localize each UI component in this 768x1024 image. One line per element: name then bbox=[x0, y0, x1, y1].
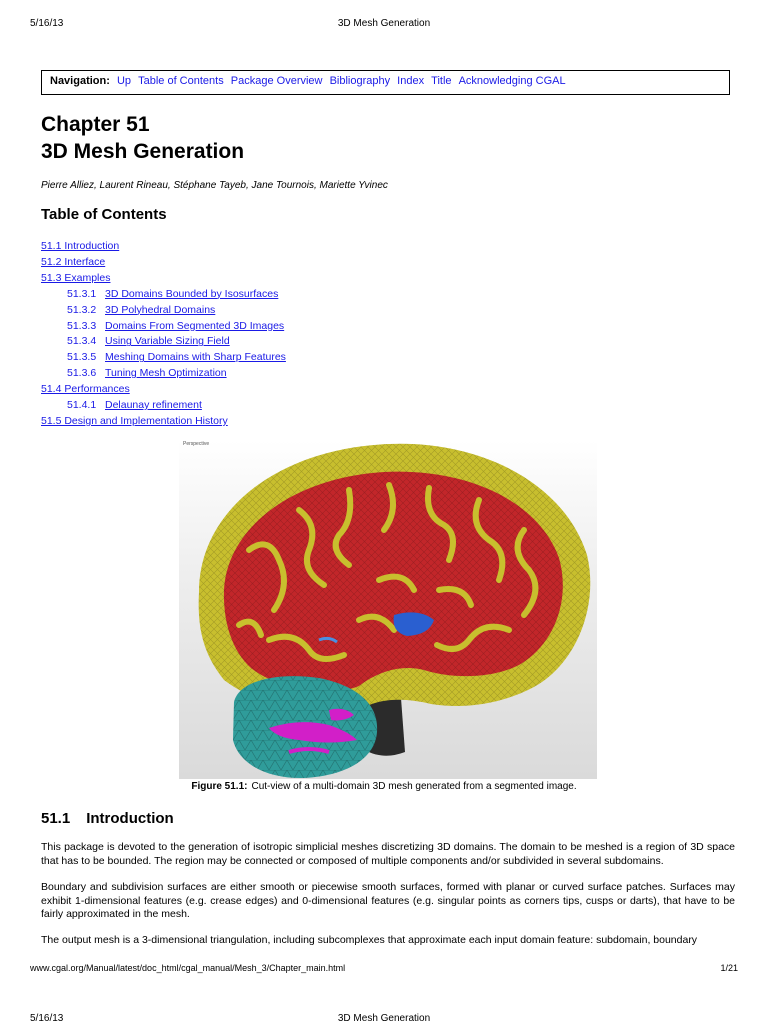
figure-caption-label: Figure 51.1: bbox=[191, 781, 248, 792]
toc-item[interactable]: 51.4 Performances bbox=[41, 383, 130, 396]
toc-subitem-label: Tuning Mesh Optimization bbox=[105, 367, 227, 380]
toc-subitem-number: 51.3.3 bbox=[67, 319, 97, 332]
toc-subitem-label: Domains From Segmented 3D Images bbox=[105, 319, 285, 332]
toc-subitem-number: 51.3.2 bbox=[67, 303, 97, 316]
brain-mesh-image bbox=[179, 440, 597, 779]
section-title: Introduction bbox=[86, 810, 174, 827]
nav-link-bibliography[interactable]: Bibliography bbox=[329, 75, 391, 87]
nav-link-index[interactable]: Index bbox=[397, 75, 425, 87]
navigation-label: Navigation: bbox=[50, 75, 110, 87]
chapter-name: 3D Mesh Generation bbox=[41, 140, 245, 163]
print-title: 3D Mesh Generation bbox=[337, 1013, 431, 1024]
brain-mesh-figure bbox=[179, 440, 597, 779]
toc-subitem-label: Meshing Domains with Sharp Features bbox=[105, 351, 286, 364]
toc-subitem[interactable] bbox=[41, 350, 286, 366]
nav-link-package-overview[interactable]: Package Overview bbox=[230, 75, 323, 87]
toc-subitem[interactable] bbox=[41, 319, 286, 335]
toc-subitem[interactable] bbox=[41, 366, 286, 382]
table-of-contents bbox=[41, 239, 286, 430]
toc-item[interactable]: 51.2 Interface bbox=[41, 255, 106, 268]
toc-subitem-number: 51.3.4 bbox=[67, 335, 97, 348]
footer-url: www.cgal.org/Manual/latest/doc_html/cgal_manual/Mesh_3/Chapter_main.html bbox=[30, 963, 346, 973]
toc-subitem[interactable] bbox=[41, 287, 286, 303]
toc-subitem-number: 51.4.1 bbox=[67, 399, 97, 412]
chapter-number: Chapter 51 bbox=[41, 113, 150, 136]
figure-caption-text: Cut-view of a multi-domain 3D mesh generated from a segmented image. bbox=[251, 781, 577, 792]
toc-heading: Table of Contents bbox=[41, 206, 167, 223]
figure-caption bbox=[0, 781, 768, 792]
nav-link-table-of-contents[interactable]: Table of Contents bbox=[138, 75, 224, 87]
toc-item[interactable]: 51.1 Introduction bbox=[41, 240, 120, 252]
authors: Pierre Alliez, Laurent Rineau, Stéphane Tayeb, Jane Tournois, Mariette Yvinec bbox=[41, 180, 388, 191]
toc-subitem-number: 51.3.5 bbox=[67, 351, 97, 364]
print-date: 5/16/13 bbox=[30, 1013, 64, 1024]
section-heading bbox=[41, 810, 174, 827]
paragraph: The output mesh is a 3-dimensional triangulation, including subcomplexes that approximate each input domain feature: subdomain, boundary bbox=[41, 934, 698, 946]
toc-subitem-label: Delaunay refinement bbox=[105, 399, 202, 412]
viewport-label: Perspective bbox=[183, 441, 210, 447]
toc-subitem[interactable] bbox=[41, 398, 286, 414]
toc-item[interactable]: 51.5 Design and Implementation History bbox=[41, 414, 228, 427]
chapter-title bbox=[41, 111, 244, 165]
nav-link-acknowledging-cgal[interactable]: Acknowledging CGAL bbox=[458, 75, 566, 87]
toc-subitem-label: 3D Domains Bounded by Isosurfaces bbox=[105, 287, 279, 300]
toc-subitem-label: 3D Polyhedral Domains bbox=[105, 303, 216, 316]
page-number: 1/21 bbox=[720, 963, 738, 973]
toc-item[interactable]: 51.3 Examples bbox=[41, 271, 111, 284]
toc-subitem-number: 51.3.6 bbox=[67, 367, 97, 380]
paragraph: This package is devoted to the generation of isotropic simplicial meshes discretizing 3D domains. The domain to be meshed is a region of 3D space that has to be bounded. The region may be connected or composed of multiple components and/or subdivided in several subdomains. bbox=[41, 841, 735, 867]
print-header bbox=[30, 18, 738, 32]
toc-subitem-number: 51.3.1 bbox=[67, 287, 97, 300]
nav-link-up[interactable]: Up bbox=[116, 75, 132, 87]
navigation-bar bbox=[41, 70, 730, 95]
toc-subitem[interactable] bbox=[41, 334, 286, 350]
nav-link-title[interactable]: Title bbox=[431, 75, 452, 87]
print-title: 3D Mesh Generation bbox=[337, 18, 431, 29]
toc-subitem[interactable] bbox=[41, 303, 286, 319]
print-date: 5/16/13 bbox=[30, 18, 64, 29]
paragraph: Boundary and subdivision surfaces are either smooth or piecewise smooth surfaces, formed with planar or curved surface patches. Surfaces may exhibit 1-dimensional features (e.g. crease edges) and 0-dimensional features (e.g. singular points as corners tips, cusps or darts), that have to be fairly approximated in the mesh. bbox=[41, 881, 735, 921]
toc-subitem-label: Using Variable Sizing Field bbox=[105, 335, 230, 348]
section-number: 51.1 bbox=[41, 810, 71, 827]
